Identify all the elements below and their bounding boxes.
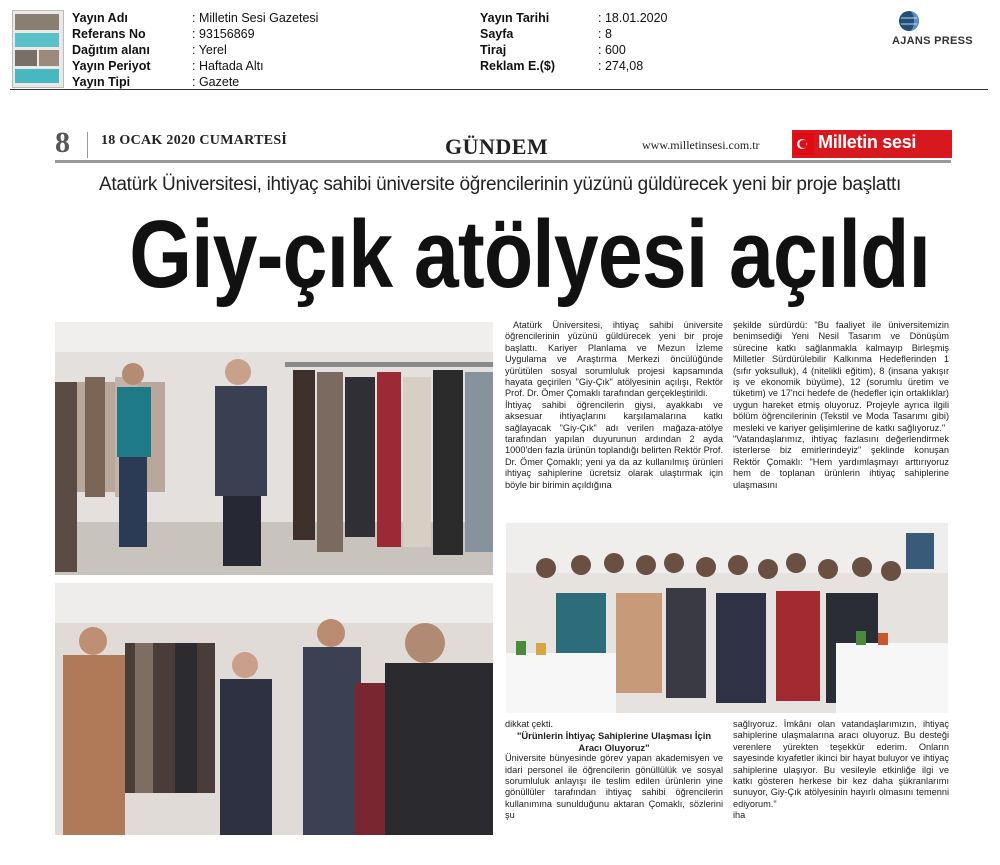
- article-column-1: [505, 320, 723, 491]
- meta-row: Yayın Adı : Milletin Sesi Gazetesi: [72, 11, 319, 25]
- globe-icon: [898, 10, 920, 32]
- page-thumbnail[interactable]: [12, 10, 64, 88]
- paragraph: sağlıyoruz. İmkânı olan vatandaşlarımızın, ihtiyaç sahiplerine ulaşmalarına aracı oluyoruz. Bu desteği verenlere yürekten teşekkür ederim. Onların sayesinde kıyafetler ikinci bir hayat buluyor ve ihtiyaç sahiplerine ulaşıyor. Bu vesileyle etkinliğe ilgi ve katkı gösteren herkese bir kez daha şükranlarımı sunuyor, Giy-Çık atölyesinin hayırlı olmasını temenni ediyorum.": [733, 719, 949, 809]
- article-column-3: [505, 719, 723, 822]
- meta-row: Dağıtım alanı : Yerel: [72, 43, 227, 57]
- page-number: 8: [55, 126, 70, 159]
- source-credit: iha: [733, 810, 746, 821]
- logo-text: Milletin sesi: [818, 132, 917, 152]
- paragraph: Üniversite bünyesinde görev yapan akademisyen ve idari personel ile öğrencilerin gönüllülük ve sosyal sorumluluk anlayışı ile teslim edilen ürünlerin yine gönüllüler tarafından ihtiyaç sahibi öğrencilerin kullanımına sunulduğunu aktaran Çomaklı, sözlerini şu: [505, 753, 723, 821]
- meta-row: Tiraj : 600: [480, 43, 626, 57]
- meta-row: Reklam E.($) : 274,08: [480, 59, 644, 73]
- newspaper-logo: [792, 130, 952, 158]
- photo-illustration: [55, 322, 493, 575]
- vertical-divider: [87, 132, 88, 158]
- ajans-press-logo: [892, 10, 992, 50]
- paragraph: "Vatandaşlarımız, ihtiyaç fazlasını değerlendirmek isterlerse biz emirlerindeyiz" şeklinde konuşan Rektör Çomaklı: "Hem yardımlaşmayı arttırıyoruz hem de toplanan ürünlerin ihtiyaç sahiplerine ulaşmasını: [733, 434, 949, 490]
- photo-illustration: [55, 583, 493, 835]
- paragraph: dikkat çekti.: [505, 719, 553, 729]
- agency-name: AJANS PRESS: [892, 35, 973, 47]
- section-rule: [55, 160, 951, 163]
- meta-row: Yayın Tipi : Gazete: [72, 75, 240, 89]
- article-column-4: [733, 719, 949, 822]
- article-subhead: "Ürünlerin İhtiyaç Sahiplerine Ulaşması İçin Aracı Oluyoruz": [516, 730, 712, 753]
- meta-left: [72, 10, 318, 90]
- photo-rector-clothing-rack[interactable]: [55, 322, 493, 575]
- issue-date: 18 OCAK 2020 CUMARTESİ: [101, 133, 288, 148]
- article-column-2: [733, 320, 949, 491]
- header-divider: [10, 89, 988, 90]
- paragraph: İhtiyaç sahibi öğrencilerin giysi, ayakkabı ve aksesuar ihtiyaçlarını karşılamalarına katkı sağlayacak "Giy-Çık" adı verilen mağaza-atölye tarafından yapılan duyurunun ardından 2 ayda 1000'den fazla ürünün toplandığı belirten Rektör Prof. Dr. Ömer Çomaklı; yeni ya da az kullanılmış ürünleri ihtiyaç sahiplerine ücretsiz olarak ulaştırmak için böyle bir birimin açıldığına: [505, 399, 723, 490]
- photo-rector-with-guests[interactable]: [55, 583, 493, 835]
- clipping-header: [0, 0, 1000, 92]
- meta-row: Yayın Periyot : Haftada Altı: [72, 59, 264, 73]
- website-url: www.milletinsesi.com.tr: [642, 138, 760, 152]
- article-kicker: Atatürk Üniversitesi, ihtiyaç sahibi üniversite öğrencilerinin yüzünü güldürecek yeni bir proje başlattı: [98, 174, 902, 195]
- article-headline: Giy-çık atölyesi açıldı: [129, 201, 931, 308]
- meta-row: Sayfa : 8: [480, 27, 612, 41]
- meta-row: Referans No : 93156869: [72, 27, 255, 41]
- meta-row: Yayın Tarihi : 18.01.2020: [480, 11, 668, 25]
- meta-right: [480, 10, 668, 74]
- newspaper-top-bar: [55, 126, 951, 162]
- turkish-flag-icon: [794, 133, 814, 155]
- section-title: GÜNDEM: [445, 134, 549, 159]
- paragraph: şekilde sürdürdü: "Bu faaliyet ile üniversitemizin benimsediği Yeni Nesil Tasarım ve Dönüşüm sürecine katkı sağlanmakla kalmayıp Birleşmiş Milletler Sürdürülebilir Kalkınma Hedeflerinden 1 (sıfır yoksulluk), 4 (nitelikli eğitim), 8 (insana yakışır iş ve ekonomik büyüme), 12 (sorumlu üretim ve tüketim) ve 17'nci hedefe de (hedefler için ortaklıklar) uygun hareket etmiş oluyoruz. Projeyle ayrıca ilgili bölüm öğrencilerinin (Tekstil ve Moda Tasarımı gibi) mesleki ve kariyer gelişimlerine de katkı sağlıyoruz.": [733, 320, 949, 433]
- photo-group-event[interactable]: [506, 523, 948, 713]
- photo-illustration: [506, 523, 948, 713]
- paragraph: Atatürk Üniversitesi, ihtiyaç sahibi üniversite öğrencilerinin yüzünü güldürecek yeni bir proje başlattı. Kariyer Planlama ve Mezun İzleme Uygulama ve Araştırma Merkezi öncülüğünde yürütülen sosyal sorumluluk projesi kapsamında hayata geçirilen "Giy-Çık" atölyesinin açılışı, Rektör Prof. Dr. Ömer Çomaklı tarafından gerçekleştirildi.: [505, 320, 723, 399]
